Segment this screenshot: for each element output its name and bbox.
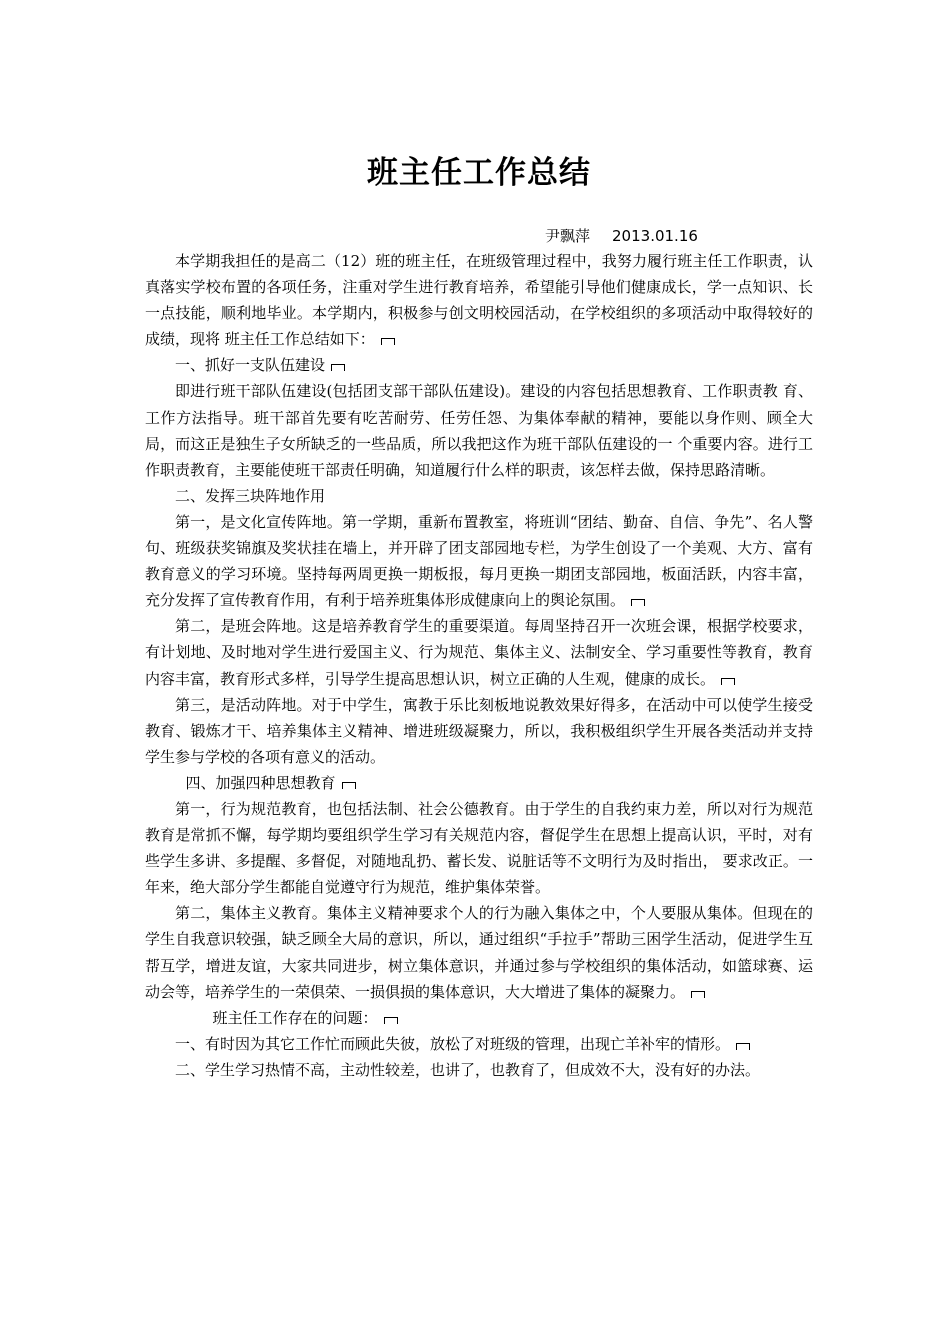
paragraph-mark-icon xyxy=(721,678,735,685)
author-name: 尹飘萍 xyxy=(545,227,591,245)
document-title: 班主任工作总结 xyxy=(367,155,591,191)
paragraph-mark-icon xyxy=(631,599,645,606)
paragraph-text: 第一，行为规范教育，也包括法制、社会公德教育。由于学生的自我约束力差，所以对行为规范教育是常抓不懈，每学期均要组织学生学习有关规范内容，督促学生在思想上提高认识，平时，对有些学生多讲、多提醒、多督促，对随地乱扔、蓄长发、说脏话等不文明行为及时指出， 要求改正。一年来，绝大部分学生都能自觉遵守行为规范，维护集体荣誉。 xyxy=(145,799,813,897)
paragraph-text: 即进行班干部队伍建设(包括团支部干部队伍建设)。建设的内容包括思想教育、工作职责教 育、工作方法指导。班干部首先要有吃苦耐劳、任劳任怨、为集体奉献的精神，要能以身作则、顾全大局，而这正是独生子女所缺乏的一些品质，所以我把这作为班干部队伍建设的一 个重要内容。进行工作职责教育，主要能使班干部责任明确，知道履行什么样的职责，该怎样去做，保持思路清晰。 xyxy=(145,382,813,479)
paragraph-text: 一、抓好一支队伍建设 xyxy=(175,356,326,375)
paragraph-text: 第二，集体主义教育。集体主义精神要求个人的行为融入集体之中，个人要服从集体。但现在的学生自我意识较强，缺乏顾全大局的意识，所以，通过组织“手拉手”帮助三困学生活动，促进学生互帮互学，增进友谊，大家共同进步，树立集体意识，并通过参与学校组织的集体活动，如篮球赛、运动会等，培养学生的一荣俱荣、一损俱损的集体意识，大大增进了集体的凝聚力。 xyxy=(145,904,813,1001)
paragraph-text: 四、加强四种思想教育 xyxy=(185,773,336,792)
section-heading xyxy=(145,1005,813,1031)
body-paragraph xyxy=(145,692,813,770)
body-paragraph xyxy=(145,378,813,482)
paragraph-text: 本学期我担任的是高二（12）班的班主任，在班级管理过程中，我努力履行班主任工作职责，认真落实学校布置的各项任务，注重对学生进行教育培养，希望能引导他们健康成长，学一点知识、长一点技能，顺利地毕业。本学期内，积极参与创文明校园活动，在学校组织的多项活动中取得较好的成绩，现将 班主任工作总结如下： xyxy=(145,252,813,349)
intro-paragraph xyxy=(145,248,813,352)
paragraph-mark-icon xyxy=(384,1017,398,1024)
section-heading xyxy=(145,483,813,509)
paragraph-text: 一、有时因为其它工作忙而顾此失彼，放松了对班级的管理，出现亡羊补牢的情形。 xyxy=(175,1034,731,1053)
paragraph-text: 二、学生学习热情不高，主动性较差，也讲了，也教育了，但成效不大，没有好的办法。 xyxy=(175,1060,761,1079)
paragraph-text: 第一，是文化宣传阵地。第一学期，重新布置教室，将班训“团结、勤奋、自信、争先”、名人警句、班级获奖锦旗及奖状挂在墙上，并开辟了团支部园地专栏，为学生创设了一个美观、大方、富有教育意义的学习环境。坚持每两周更换一期板报，每月更换一期团支部园地，板面活跃，内容丰富，充分发挥了宣传教育作用，有利于培养班集体形成健康向上的舆论氛围。 xyxy=(145,512,813,610)
paragraph-text: 二、发挥三块阵地作用 xyxy=(175,486,326,505)
document-page xyxy=(145,0,813,1344)
paragraph-text: 班主任工作存在的问题： xyxy=(212,1008,378,1027)
body-paragraph xyxy=(145,796,813,900)
body-paragraph xyxy=(145,900,813,1004)
document-body xyxy=(145,248,813,1083)
section-heading xyxy=(145,770,813,796)
paragraph-mark-icon xyxy=(381,338,395,345)
body-paragraph xyxy=(145,509,813,613)
section-heading xyxy=(145,352,813,378)
paragraph-mark-icon xyxy=(331,364,345,371)
paragraph-mark-icon xyxy=(691,991,705,998)
paragraph-mark-icon xyxy=(342,782,356,789)
body-paragraph xyxy=(145,1031,813,1057)
document-date: 2013.01.16 xyxy=(612,227,698,245)
paragraph-mark-icon xyxy=(736,1043,750,1050)
byline xyxy=(545,226,813,246)
paragraph-text: 第三，是活动阵地。对于中学生，寓教于乐比刻板地说教效果好得多，在活动中可以使学生接受教育、锻炼才干、培养集体主义精神、增进班级凝聚力，所以，我积极组织学生开展各类活动并支持学生参与学校的各项有意义的活动。 xyxy=(145,695,813,766)
body-paragraph xyxy=(145,613,813,691)
body-paragraph xyxy=(145,1057,813,1083)
paragraph-text: 第二，是班会阵地。这是培养教育学生的重要渠道。每周坚持召开一次班会课，根据学校要求，有计划地、及时地对学生进行爱国主义、行为规范、集体主义、法制安全、学习重要性等教育，教育内容丰富，教育形式多样，引导学生提高思想认识，树立正确的人生观，健康的成长。 xyxy=(145,617,813,688)
